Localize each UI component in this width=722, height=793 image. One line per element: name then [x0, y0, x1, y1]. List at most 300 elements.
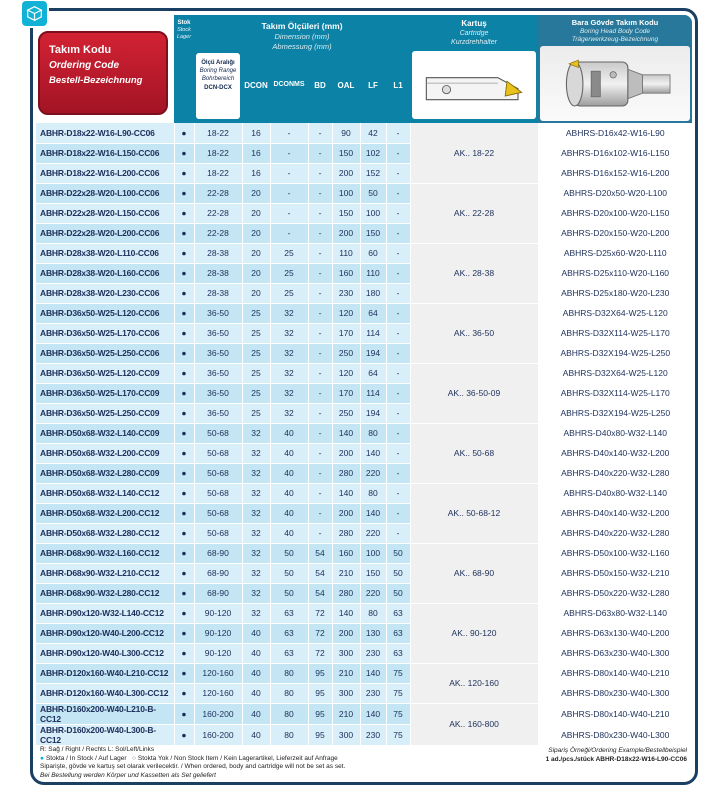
oal-value: 230: [332, 283, 360, 303]
l1-value: 75: [386, 663, 410, 683]
cartridge-code: AK.. 50-68-12: [410, 483, 538, 543]
lf-value: 64: [360, 303, 386, 323]
body-code: ABHRS-D32X64-W25-L120: [538, 303, 692, 323]
ordering-code-title-tr: Takım Kodu: [49, 44, 112, 56]
body-code: ABHRS-D25x110-W20-L160: [538, 263, 692, 283]
body-code-label-en: Boring Head Body Code: [579, 27, 651, 35]
boring-range: 50-68: [194, 523, 242, 543]
oal-value: 280: [332, 583, 360, 603]
stock-label-en: Stock: [177, 27, 191, 33]
oal-value: 200: [332, 503, 360, 523]
dconms-value: 25: [270, 263, 308, 283]
dconms-value: 50: [270, 543, 308, 563]
dcon-value: 25: [242, 323, 270, 343]
dcon-value: 20: [242, 183, 270, 203]
dcon-value: 25: [242, 303, 270, 323]
bd-value: -: [308, 283, 332, 303]
body-code: ABHRS-D40x80-W32-L140: [538, 423, 692, 443]
boring-range: 160-200: [194, 724, 242, 745]
table-row: [36, 643, 692, 663]
body-code: ABHRS-D20x150-W20-L200: [538, 223, 692, 243]
tool-code: ABHR-D36x50-W25-L170-CC06: [36, 323, 174, 343]
lf-value: 180: [360, 283, 386, 303]
bd-value: -: [308, 323, 332, 343]
l1-value: -: [386, 323, 410, 343]
boring-range: 36-50: [194, 383, 242, 403]
lf-value: 114: [360, 323, 386, 343]
stock-dot: ●: [174, 303, 194, 323]
dcon-value: 25: [242, 343, 270, 363]
body-code: ABHRS-D32X194-W25-L250: [538, 403, 692, 423]
l1-value: -: [386, 403, 410, 423]
lf-value: 230: [360, 643, 386, 663]
bd-value: -: [308, 303, 332, 323]
dcon-value: 32: [242, 423, 270, 443]
dcon-value: 40: [242, 643, 270, 663]
oal-value: 170: [332, 383, 360, 403]
l1-value: -: [386, 203, 410, 223]
table-row: [36, 603, 692, 623]
oal-value: 250: [332, 403, 360, 423]
oal-value: 300: [332, 683, 360, 703]
oal-value: 210: [332, 563, 360, 583]
l1-value: -: [386, 383, 410, 403]
oal-value: 150: [332, 203, 360, 223]
table-row: [36, 443, 692, 463]
table-row: [36, 423, 692, 443]
body-code: ABHRS-D80x230-W40-L300: [538, 724, 692, 745]
body-code: ABHRS-D16x152-W16-L200: [538, 163, 692, 183]
dcon-value: 25: [242, 363, 270, 383]
dconms-value: 25: [270, 243, 308, 263]
brand-cube-icon: [22, 1, 47, 26]
stock-dot: ●: [174, 663, 194, 683]
dcon-value: 20: [242, 223, 270, 243]
dcon-value: 40: [242, 683, 270, 703]
tool-code: ABHR-D28x38-W20-L160-CC06: [36, 263, 174, 283]
dconms-value: 32: [270, 403, 308, 423]
dconms-value: 40: [270, 503, 308, 523]
tool-code: ABHR-D22x28-W20-L150-CC06: [36, 203, 174, 223]
bd-value: -: [308, 223, 332, 243]
l1-value: -: [386, 183, 410, 203]
table-row: [36, 403, 692, 423]
oal-value: 280: [332, 523, 360, 543]
cartridge-tool-icon: [419, 57, 529, 113]
l1-value: 50: [386, 543, 410, 563]
lf-value: 230: [360, 724, 386, 745]
body-code: ABHRS-D16x102-W16-L150: [538, 143, 692, 163]
boring-range: 50-68: [194, 503, 242, 523]
cartridge-label-de: Kurzdrehhalter: [451, 39, 497, 46]
l1-value: -: [386, 263, 410, 283]
lf-value: 194: [360, 403, 386, 423]
l1-value: 63: [386, 603, 410, 623]
stock-dot: ●: [174, 683, 194, 703]
tool-code: ABHR-D22x28-W20-L100-CC06: [36, 183, 174, 203]
lf-value: 150: [360, 563, 386, 583]
tool-code: ABHR-D28x38-W20-L110-CC06: [36, 243, 174, 263]
table-row: [36, 663, 692, 683]
dconms-value: 32: [270, 323, 308, 343]
dcon-value: 32: [242, 443, 270, 463]
tool-code: ABHR-D160x200-W40-L210-B-CC12: [36, 703, 174, 724]
cube-glyph-icon: [26, 5, 43, 22]
stock-dot: ●: [174, 223, 194, 243]
body-code: ABHRS-D80x140-W40-L210: [538, 663, 692, 683]
table-row: [36, 483, 692, 503]
tool-code: ABHR-D68x90-W32-L280-CC12: [36, 583, 174, 603]
tool-code: ABHR-D36x50-W25-L250-CC09: [36, 403, 174, 423]
body-code: ABHRS-D25x60-W20-L110: [538, 243, 692, 263]
l1-value: -: [386, 283, 410, 303]
table-row: [36, 703, 692, 724]
boring-range: 68-90: [194, 543, 242, 563]
l1-value: -: [386, 483, 410, 503]
dcon-value: 32: [242, 463, 270, 483]
boring-head-image: [540, 46, 690, 121]
dconms-value: -: [270, 123, 308, 143]
bd-value: -: [308, 183, 332, 203]
table-row: [36, 123, 692, 143]
lf-value: 100: [360, 203, 386, 223]
l1-value: 63: [386, 643, 410, 663]
l1-value: -: [386, 223, 410, 243]
ordering-code-title-de: Bestell-Bezeichnung: [49, 75, 143, 86]
range-label-code: DCN-DCX: [204, 85, 232, 91]
body-code: ABHRS-D20x100-W20-L150: [538, 203, 692, 223]
l1-value: 75: [386, 703, 410, 724]
stock-dot: ●: [174, 523, 194, 543]
bd-value: -: [308, 343, 332, 363]
col-header-dconms: DCONMS: [273, 81, 305, 88]
dconms-value: 40: [270, 523, 308, 543]
table-row: [36, 543, 692, 563]
stock-dot: ●: [174, 343, 194, 363]
table-row: [36, 263, 692, 283]
boring-range: 18-22: [194, 163, 242, 183]
body-code: ABHRS-D16x42-W16-L90: [538, 123, 692, 143]
col-header-lf: LF: [368, 81, 378, 90]
boring-range: 28-38: [194, 263, 242, 283]
footnote-rl: R: Sağ / Right / Rechts L: Sol/Left/Links: [40, 746, 155, 753]
cartridge-code: AK.. 68-90: [410, 543, 538, 603]
dcon-value: 32: [242, 603, 270, 623]
body-code-label-tr: Bara Gövde Takım Kodu: [571, 18, 659, 27]
cartridge-code: AK.. 90-120: [410, 603, 538, 663]
dconms-value: -: [270, 223, 308, 243]
dcon-value: 20: [242, 283, 270, 303]
dconms-value: -: [270, 143, 308, 163]
stock-dot: ●: [174, 583, 194, 603]
boring-range: 18-22: [194, 143, 242, 163]
lf-value: 152: [360, 163, 386, 183]
bd-value: -: [308, 163, 332, 183]
table-row: [36, 523, 692, 543]
tool-code: ABHR-D22x28-W20-L200-CC06: [36, 223, 174, 243]
body-code: ABHRS-D63x130-W40-L200: [538, 623, 692, 643]
table-row: [36, 623, 692, 643]
bd-value: -: [308, 463, 332, 483]
header-band: [174, 15, 692, 123]
stock-dot: ●: [174, 643, 194, 663]
lf-value: 80: [360, 603, 386, 623]
cartridge-code: AK.. 28-38: [410, 243, 538, 303]
cartridge-label-tr: Kartuş: [461, 19, 487, 28]
dconms-value: 80: [270, 663, 308, 683]
dconms-value: 32: [270, 383, 308, 403]
rows-body: [36, 123, 692, 745]
oal-value: 250: [332, 343, 360, 363]
table-row: [36, 223, 692, 243]
tool-code: ABHR-D36x50-W25-L250-CC06: [36, 343, 174, 363]
boring-range: 36-50: [194, 303, 242, 323]
table-row: [36, 583, 692, 603]
boring-range: 36-50: [194, 323, 242, 343]
bd-value: -: [308, 423, 332, 443]
dcon-value: 25: [242, 383, 270, 403]
body-code-header: [538, 15, 692, 123]
stock-dot: ●: [174, 143, 194, 163]
boring-range: 90-120: [194, 643, 242, 663]
boring-range: 36-50: [194, 403, 242, 423]
bd-value: -: [308, 503, 332, 523]
dconms-value: 40: [270, 483, 308, 503]
tool-code: ABHR-D50x68-W32-L280-CC12: [36, 523, 174, 543]
stock-dot: ●: [174, 363, 194, 383]
range-label-de: Bohrbereich: [201, 76, 235, 82]
lf-value: 100: [360, 543, 386, 563]
stock-dot: ●: [174, 183, 194, 203]
body-code: ABHRS-D32X64-W25-L120: [538, 363, 692, 383]
stock-dot: ●: [174, 163, 194, 183]
dconms-value: 40: [270, 423, 308, 443]
l1-value: -: [386, 243, 410, 263]
dcon-value: 16: [242, 163, 270, 183]
dcon-value: 32: [242, 483, 270, 503]
body-code: ABHRS-D63x230-W40-L300: [538, 643, 692, 663]
stock-dot: ●: [174, 603, 194, 623]
table-row: [36, 463, 692, 483]
stock-column-header: [174, 19, 194, 41]
tool-code: ABHR-D50x68-W32-L140-CC12: [36, 483, 174, 503]
bd-value: 54: [308, 543, 332, 563]
body-code: ABHRS-D40x140-W32-L200: [538, 443, 692, 463]
oal-value: 110: [332, 243, 360, 263]
ordering-example-value: 1 ad./pcs./stück ABHR-D18x22-W16-L90-CC06: [545, 756, 687, 763]
boring-head-icon: [550, 51, 680, 117]
lf-value: 80: [360, 423, 386, 443]
lf-value: 110: [360, 263, 386, 283]
bd-value: 54: [308, 563, 332, 583]
body-code: ABHRS-D50x220-W32-L280: [538, 583, 692, 603]
boring-range: 18-22: [194, 123, 242, 143]
boring-range: 28-38: [194, 283, 242, 303]
body-code: ABHRS-D63x80-W32-L140: [538, 603, 692, 623]
body-code: ABHRS-D50x150-W32-L210: [538, 563, 692, 583]
bd-value: -: [308, 523, 332, 543]
l1-value: 75: [386, 724, 410, 745]
body-code: ABHRS-D32X114-W25-L170: [538, 323, 692, 343]
boring-range: 120-160: [194, 663, 242, 683]
stock-dot: ●: [174, 483, 194, 503]
tool-code: ABHR-D36x50-W25-L170-CC09: [36, 383, 174, 403]
table-row: [36, 303, 692, 323]
lf-value: 114: [360, 383, 386, 403]
oal-value: 280: [332, 463, 360, 483]
stock-dot: ●: [174, 443, 194, 463]
body-code: ABHRS-D20x50-W20-L100: [538, 183, 692, 203]
ordering-example: [447, 746, 687, 764]
dcon-value: 16: [242, 123, 270, 143]
bd-value: 72: [308, 603, 332, 623]
oal-value: 160: [332, 263, 360, 283]
oal-value: 120: [332, 363, 360, 383]
in-stock-legend-text: Stokta / In Stock / Auf Lager: [45, 754, 127, 762]
boring-range: 22-28: [194, 203, 242, 223]
l1-value: 63: [386, 623, 410, 643]
boring-range: 22-28: [194, 223, 242, 243]
dconms-value: -: [270, 163, 308, 183]
l1-value: 50: [386, 583, 410, 603]
boring-range: 50-68: [194, 443, 242, 463]
l1-value: -: [386, 303, 410, 323]
dimensions-label-en: Dimension (mm): [274, 32, 330, 41]
body-code: ABHRS-D40x220-W32-L280: [538, 463, 692, 483]
tool-code: ABHR-D90x120-W40-L200-CC12: [36, 623, 174, 643]
l1-value: -: [386, 463, 410, 483]
tool-code: ABHR-D120x160-W40-L300-CC12: [36, 683, 174, 703]
table-row: [36, 563, 692, 583]
lf-value: 140: [360, 663, 386, 683]
l1-value: -: [386, 423, 410, 443]
bd-value: -: [308, 203, 332, 223]
body-code: ABHRS-D80x230-W40-L300: [538, 683, 692, 703]
range-label-en: Boring Range: [199, 68, 237, 74]
body-code: ABHRS-D80x140-W40-L210: [538, 703, 692, 724]
lf-value: 220: [360, 523, 386, 543]
tool-code: ABHR-D36x50-W25-L120-CC06: [36, 303, 174, 323]
dconms-value: -: [270, 203, 308, 223]
tool-code: ABHR-D50x68-W32-L200-CC09: [36, 443, 174, 463]
dcon-value: 40: [242, 623, 270, 643]
table-row: [36, 163, 692, 183]
ordering-code-title-en: Ordering Code: [49, 60, 120, 71]
oal-value: 150: [332, 143, 360, 163]
cartridge-code: AK.. 36-50-09: [410, 363, 538, 423]
dconms-value: 50: [270, 563, 308, 583]
oal-value: 170: [332, 323, 360, 343]
table-row: [36, 683, 692, 703]
footnote-set-note-de: Bei Bestellung werden Körper und Kassetten als Set geliefert: [40, 771, 216, 779]
dcon-value: 40: [242, 703, 270, 724]
oal-value: 200: [332, 623, 360, 643]
l1-value: -: [386, 523, 410, 543]
tool-code: ABHR-D120x160-W40-L210-CC12: [36, 663, 174, 683]
oal-value: 200: [332, 443, 360, 463]
boring-range: 22-28: [194, 183, 242, 203]
bd-value: -: [308, 403, 332, 423]
stock-dot: ●: [174, 563, 194, 583]
stock-dot: ●: [174, 383, 194, 403]
stock-label-de: Lager: [176, 34, 192, 40]
tool-code: ABHR-D90x120-W32-L140-CC12: [36, 603, 174, 623]
stock-dot: ●: [174, 724, 194, 745]
tool-code: ABHR-D28x38-W20-L230-CC06: [36, 283, 174, 303]
bd-value: -: [308, 263, 332, 283]
boring-range: 36-50: [194, 343, 242, 363]
dconms-value: 32: [270, 303, 308, 323]
table-row: [36, 343, 692, 363]
dconms-value: 80: [270, 683, 308, 703]
boring-range-header: [196, 53, 240, 119]
oal-value: 210: [332, 703, 360, 724]
body-code: ABHRS-D50x100-W32-L160: [538, 543, 692, 563]
stock-dot: ●: [174, 703, 194, 724]
body-code: ABHRS-D40x220-W32-L280: [538, 523, 692, 543]
bd-value: 72: [308, 623, 332, 643]
stock-dot: ●: [174, 623, 194, 643]
stock-label-tr: Stok: [177, 20, 191, 26]
stock-dot: ●: [174, 203, 194, 223]
table-row: [36, 143, 692, 163]
stock-dot: ●: [174, 543, 194, 563]
oal-value: 300: [332, 643, 360, 663]
cartridge-code: AK.. 36-50: [410, 303, 538, 363]
col-header-l1: L1: [393, 81, 403, 90]
lf-value: 140: [360, 503, 386, 523]
lf-value: 220: [360, 583, 386, 603]
oal-value: 120: [332, 303, 360, 323]
dcon-value: 32: [242, 543, 270, 563]
tool-code: ABHR-D50x68-W32-L280-CC09: [36, 463, 174, 483]
oal-value: 160: [332, 543, 360, 563]
col-header-dcon: DCON: [244, 81, 268, 90]
l1-value: -: [386, 163, 410, 183]
dconms-value: -: [270, 183, 308, 203]
stock-dot: ●: [174, 463, 194, 483]
tool-code: ABHR-D18x22-W16-L150-CC06: [36, 143, 174, 163]
stock-dot: ●: [174, 423, 194, 443]
boring-range: 36-50: [194, 363, 242, 383]
lf-value: 64: [360, 363, 386, 383]
bd-value: 95: [308, 724, 332, 745]
tool-code: ABHR-D36x50-W25-L120-CC09: [36, 363, 174, 383]
stock-dot: ●: [174, 403, 194, 423]
body-code-label-de: Trägerwerkzeug-Bezeichnung: [571, 36, 659, 43]
l1-value: -: [386, 343, 410, 363]
bd-value: -: [308, 363, 332, 383]
dconms-value: 32: [270, 343, 308, 363]
cartridge-code: AK.. 160-800: [410, 703, 538, 745]
dcon-value: 32: [242, 563, 270, 583]
dcon-value: 20: [242, 263, 270, 283]
stock-dot: ●: [174, 123, 194, 143]
body-code: ABHRS-D25x180-W20-L230: [538, 283, 692, 303]
cartridge-code: AK.. 22-28: [410, 183, 538, 243]
boring-range: 28-38: [194, 243, 242, 263]
bd-value: -: [308, 443, 332, 463]
lf-value: 194: [360, 343, 386, 363]
lf-value: 220: [360, 463, 386, 483]
col-header-oal: OAL: [337, 81, 355, 90]
footnotes: [40, 746, 470, 780]
bd-value: 72: [308, 643, 332, 663]
boring-range: 120-160: [194, 683, 242, 703]
dcon-value: 32: [242, 523, 270, 543]
tool-code: ABHR-D68x90-W32-L210-CC12: [36, 563, 174, 583]
footnote-stock-legend: [40, 755, 470, 764]
